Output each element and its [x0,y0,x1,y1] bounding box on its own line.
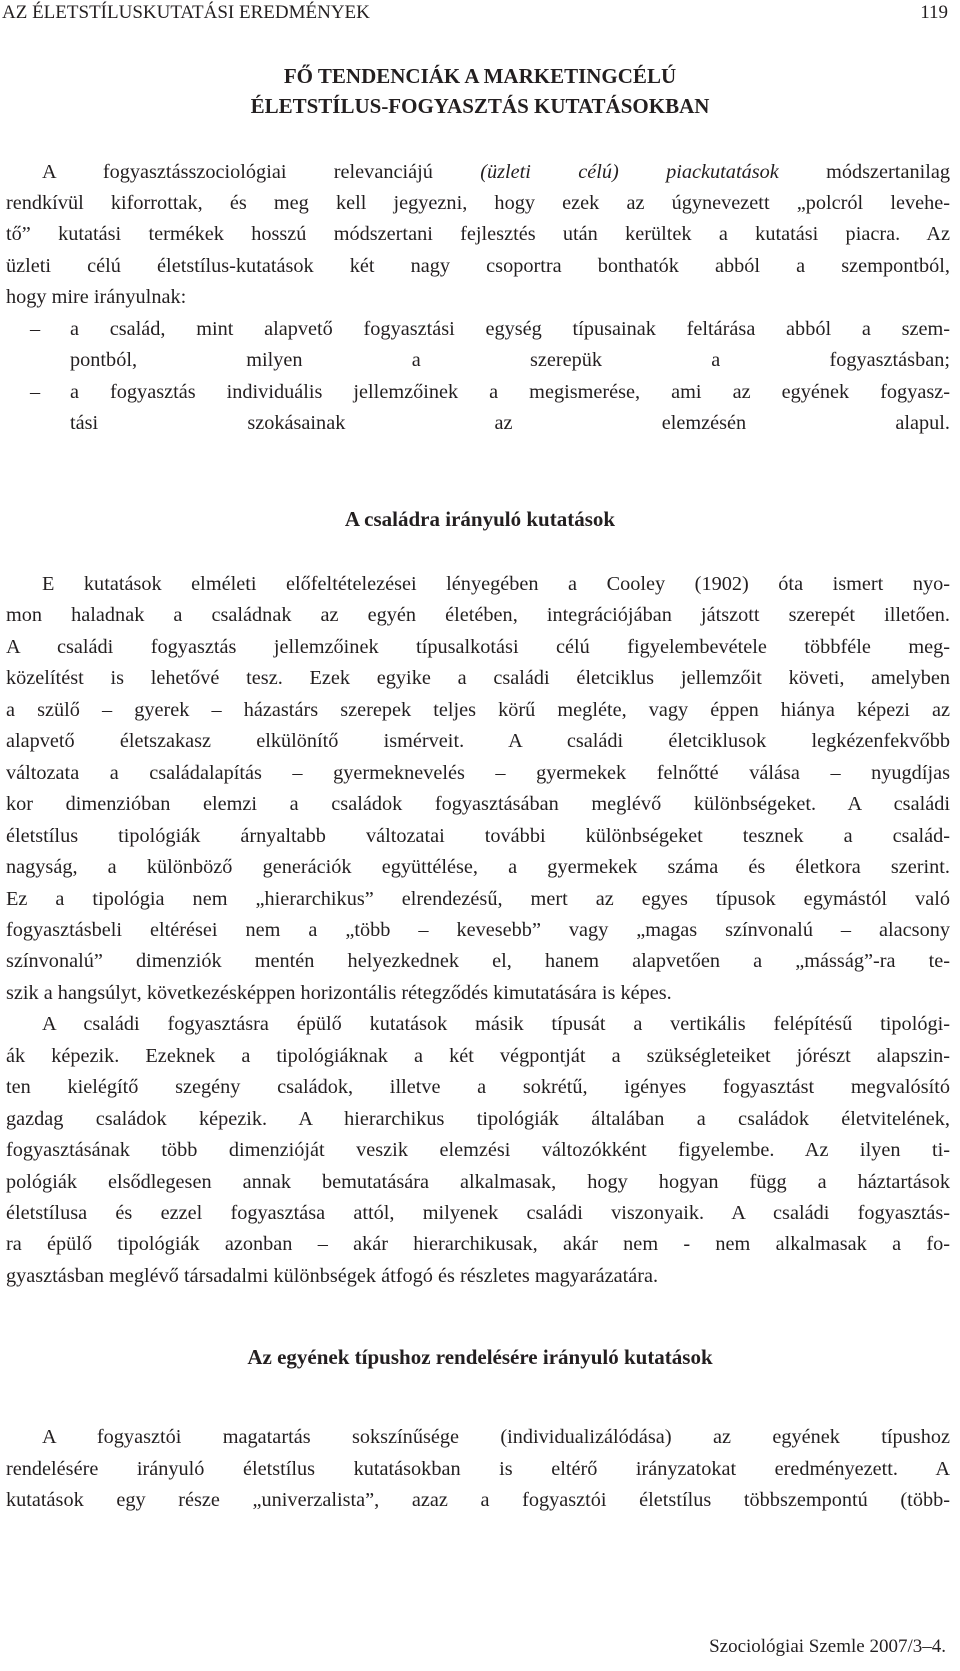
paragraph-line: életstílusa és ezzel fogyasztása attól, milyenek családi viszonyaik. A családi fogyasztás- [6,1202,950,1224]
paragraph-line: fogyasztásbeli eltérései nem a „több – kevesebb” vagy „magas színvonalú – alacsony [6,918,950,941]
intro-text: módszertanilag [778,161,950,183]
paragraph-line: nagyság, a különböző generációk együttélése, a gyermekek száma és életkora szerint. [6,856,950,879]
bullet-line: a család, mint alapvető fogyasztási egység típusainak feltárása abból a szem- [70,318,950,340]
running-header: AZ ÉLETSTÍLUSKUTATÁSI EREDMÉNYEK [2,2,370,23]
paragraph-line: ák képezik. Ezeknek a tipológiáknak a két végpontját a szükségleteiket jórészt alapszin- [6,1044,950,1067]
journal-footer: Szociológiai Szemle 2007/3–4. [709,1636,946,1657]
paragraph-line: közelítést is lehetővé tesz. Ezek egyike a családi életciklus jellemzőit követi, amelyben [6,667,950,690]
paragraph-line: a szülő – gyerek – házastárs szerepek teljes körű megléte, vagy éppen hiánya képezi az [6,698,950,721]
intro-line [42,157,950,187]
paragraph-line: A fogyasztói magatartás sokszínűsége (individualizálódása) az egyének típushoz [42,1426,950,1448]
paragraph-line: Ez a tipológia nem „hierarchikus” elrendezésű, mert az egyes típusok egymástól való [6,887,950,910]
paragraph-line: ten kielégítő szegény családok, illetve a sokrétű, igényes fogyasztást megvalósító [6,1076,950,1099]
paragraph-line: gazdag családok képezik. A hierarchikus tipológiák általában a családok életvitelének, [6,1107,950,1130]
paragraph-line: ra épülő tipológiák azonban – akár hierarchikusak, akár nem - nem alkalmasak a fo- [6,1233,950,1256]
paragraph-line: pológiák elsődlegesen annak bemutatására alkalmasak, hogy hogyan függ a háztartások [6,1170,950,1193]
page-number: 119 [920,2,948,23]
paragraph-line: fogyasztásának több dimenzióját veszik elemzési változókként figyelembe. Az ilyen ti- [6,1139,950,1162]
paragraph-line: rendelésére irányuló életstílus kutatásokban is eltérő irányzatokat eredményezett. A [6,1457,950,1480]
article-title-line1: FŐ TENDENCIÁK A MARKETINGCÉLÚ [283,64,677,88]
paragraph-line: mon haladnak a családnak az egyén életében, integrációjában játszott szerepét illetően. [6,604,950,627]
bullet-dash: – [30,381,41,403]
paragraph-line: változata a családalapítás – gyermeknevelés – gyermekek felnőtté válása – nyugdíjas [6,761,950,784]
section-heading: Az egyének típushoz rendelésére irányuló kutatások [247,1345,713,1369]
section-heading: A családra irányuló kutatások [344,507,616,531]
bullet-line: a fogyasztás individuális jellemzőinek a megismerése, ami az egyének fogyasz- [70,381,950,403]
paragraph-line: E kutatások elméleti előfeltételezései lényegében a Cooley (1902) óta ismert nyo- [42,573,950,595]
bullet-line: pontból, milyen a szerepük a fogyasztásban; [70,349,950,371]
paragraph-line: kutatások egy része „univerzalista”, azaz a fogyasztói életstílus többszempontú (több- [6,1489,950,1511]
paragraph-line: kor dimenzióban elemzi a családok fogyasztásában meglévő különbségeket. A családi [6,793,950,816]
bullet-dash: – [30,318,41,340]
intro-line: tő” kutatási termékek hosszú módszertani fejlesztés után kerültek a kutatási piacra. Az [6,223,950,245]
paragraph-line: alapvető életszakasz elkülönítő ismérveit. A családi életciklusok legkézenfekvőbb [6,730,950,753]
intro-line: hogy mire irányulnak: [6,286,187,308]
intro-text: A fogyasztásszociológiai relevanciájú [42,161,481,183]
bullet-line: tási szokásainak az elemzésén alapul. [70,412,950,434]
paragraph-line: életstílus tipológiák árnyaltabb változatai további különbségeket tesznek a család- [6,824,950,847]
intro-line: rendkívül kiforrottak, és meg kell jegyezni, hogy ezek az úgynevezett „polcról levehe- [6,192,950,214]
intro-line: üzleti célú életstílus-kutatások két nagy csoportra bonthatók abból a szempontból, [6,255,950,277]
article-title-line2: ÉLETSTÍLUS-FOGYASZTÁS KUTATÁSOKBAN [250,94,710,118]
paragraph-line: A családi fogyasztás jellemzőinek típusalkotási célú figyelembevétele többféle meg- [6,635,950,658]
paragraph-line: gyasztásban meglévő társadalmi különbségek átfogó és részletes magyarázatára. [6,1264,659,1287]
paragraph-line: színvonalú” dimenziók mentén helyezkednek el, hanem alapvetően a „másság”-ra te- [6,950,950,973]
paragraph-line: szik a hangsúlyt, következésképpen horizontális rétegződés kimutatására is képes. [6,981,672,1004]
paragraph-line: A családi fogyasztásra épülő kutatások másik típusát a vertikális felépítésű tipológi- [42,1013,950,1036]
intro-italic-text: (üzleti célú) piackutatások [480,161,779,183]
